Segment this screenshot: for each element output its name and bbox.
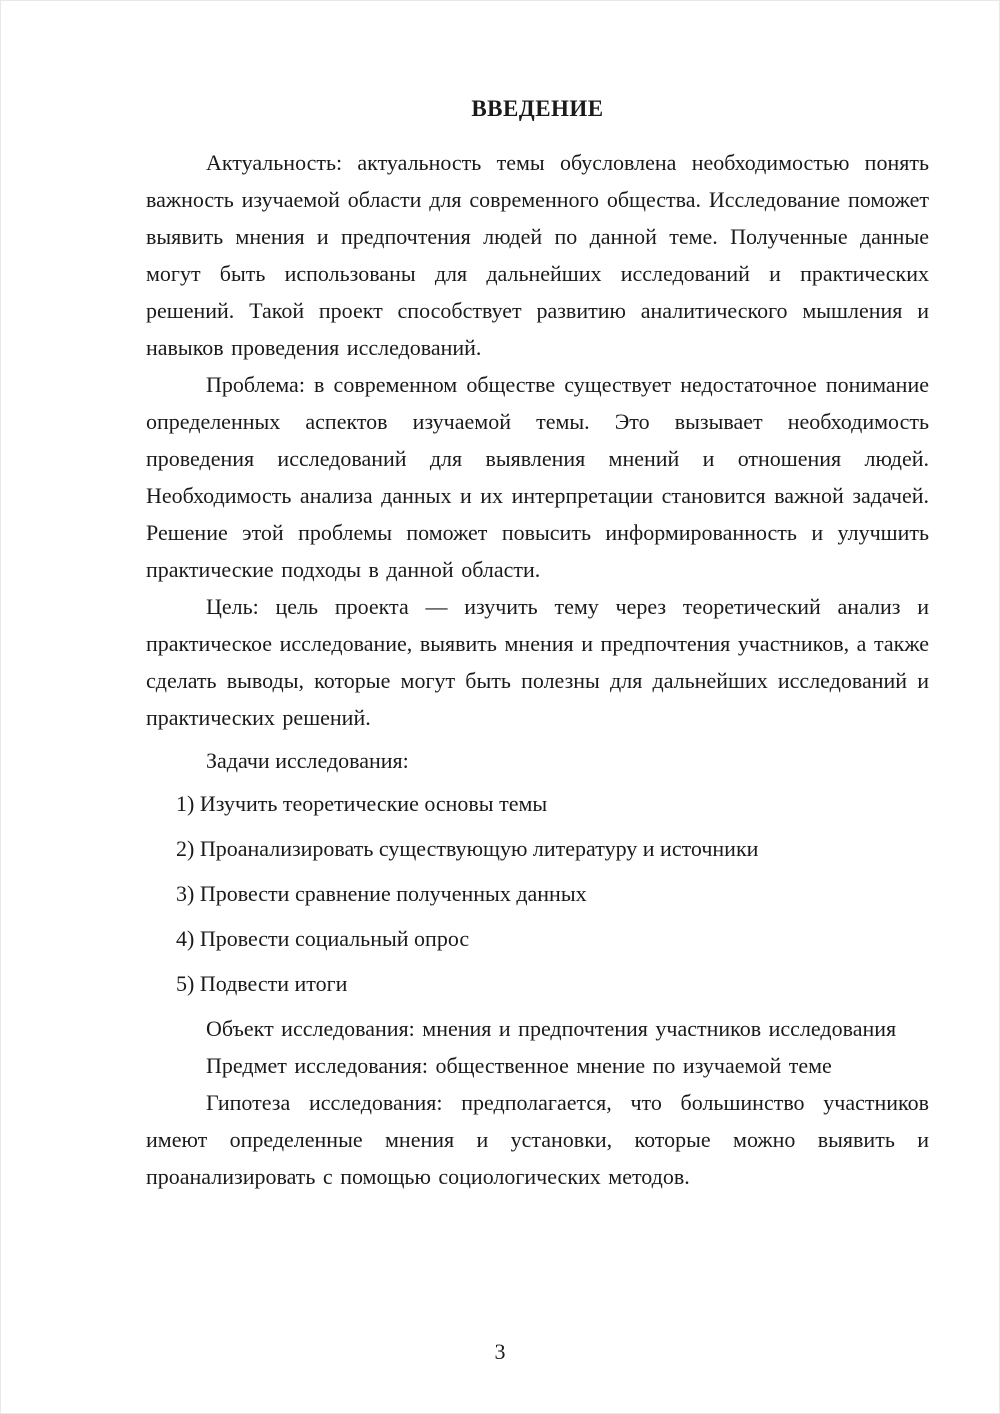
tasks-heading: Задачи исследования: xyxy=(206,748,409,773)
task-list-item: 3) Провести сравнение полученных данных xyxy=(176,881,587,906)
paragraph-hypothesis: Гипотеза исследования: предполагается, что большинство участников имеют определенные мнения и установки, которые можно выявить и проанализировать с помощью социологических методов. xyxy=(146,1090,929,1189)
paragraph-relevance: Актуальность: актуальность темы обусловлена необходимостью понять важность изучаемой области для современного общества. Исследование поможет выявить мнения и предпочтения людей по данной теме. Полученные данные могут быть использованы для дальнейших исследований и практических решений. Такой проект способствует развитию аналитического мышления и навыков проведения исследований. xyxy=(146,150,929,360)
task-list-item: 4) Провести социальный опрос xyxy=(176,926,470,951)
paragraph-goal: Цель: цель проекта — изучить тему через теоретический анализ и практическое исследование, выявить мнения и предпочтения участников, а также сделать выводы, которые могут быть полезны для дальнейших исследований и практических решений. xyxy=(146,594,929,730)
page-number: 3 xyxy=(494,1339,506,1364)
task-list-item: 2) Проанализировать существующую литературу и источники xyxy=(176,836,759,861)
task-list-item: 1) Изучить теоретические основы темы xyxy=(176,791,548,816)
paragraph-subject: Предмет исследования: общественное мнение по изучаемой теме xyxy=(206,1053,832,1078)
task-list-item: 5) Подвести итоги xyxy=(176,971,348,996)
paragraph-problem: Проблема: в современном обществе существует недостаточное понимание определенных аспектов изучаемой темы. Это вызывает необходимость проведения исследований для выявления мнений и отношения людей. Необходимость анализа данных и их интерпретации становится важной задачей. Решение этой проблемы поможет повысить информированность и улучшить практические подходы в данной области. xyxy=(146,372,929,582)
paragraph-object: Объект исследования: мнения и предпочтения участников исследования xyxy=(206,1016,897,1041)
page-title: ВВЕДЕНИЕ xyxy=(471,96,604,121)
